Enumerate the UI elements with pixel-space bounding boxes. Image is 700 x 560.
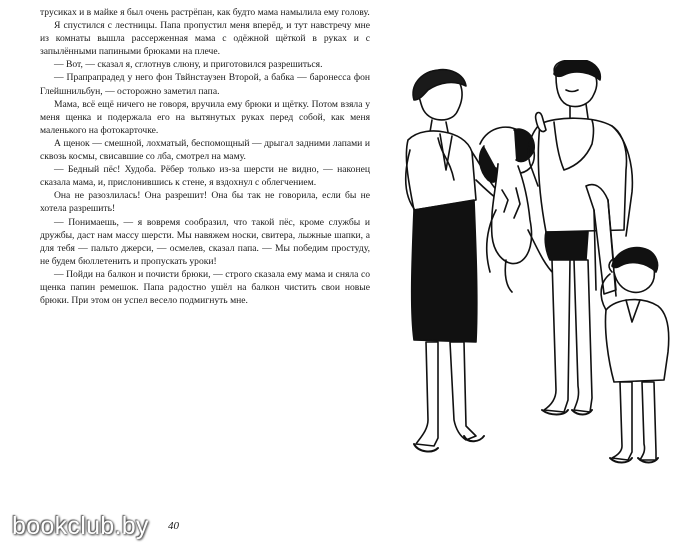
paragraph: — Вот, — сказал я, сглотнув слюну, и приготовился разрешиться. xyxy=(54,59,323,71)
woman-figure xyxy=(406,70,512,452)
page-number: 40 xyxy=(168,520,179,532)
paragraph: Мама, всё ещё ничего не говоря, вручила ему брюки и щётку. Потом взяла у меня щенка и подержала его на вытянутых руках перед собой, как меня маленького на фотокарточке. xyxy=(40,98,370,136)
paragraph: Она не разозлилась! Она разрешит! Она бы так не говорила, если бы не хотела разрешить! xyxy=(40,190,370,215)
text-column xyxy=(40,6,370,307)
illustration xyxy=(380,60,680,500)
paragraph: — Прапрапрадед у него фон Твйнстаузен Второй, а бабка — баронесса фон Глейшнильбун, — осторожно заметил папа. xyxy=(40,72,370,97)
paragraph: Я спустился с лестницы. Папа пропустил меня вперёд, и тут навстречу мне из комнаты вышла рассерженная мама с одёжной щёткой в руках и с запылёнными папиными брюками на плече. xyxy=(40,20,370,58)
paragraph: — Бедный пёс! Худоба. Рёбер только из-за шерсти не видно, — наконец сказала мама, и, прислонившись к стене, я вздохнул с облегчением. xyxy=(40,164,370,189)
paragraph: — Понимаешь, — я вовремя сообразил, что такой пёс, кроме службы и дружбы, даст нам массу шерсти. Мы навяжем носки, свитера, лыжные шапки, а для тебя — пальто джерси, — осмелев, сказал папа. — Мы победим простуду, не будем бюллетенить и пропускать уроки! xyxy=(40,216,370,267)
watermark-logo: bookclub.by xyxy=(12,512,149,540)
paragraph: А щенок — смешной, лохматый, беспомощный — дрыгал задними лапами и сквозь космы, свисавшие со лба, смотрел на маму. xyxy=(40,137,370,163)
paragraph: — Пойди на балкон и почисти брюки, — строго сказала ему мама и сняла со щенка папин ремешок. Папа радостно ушёл на балкон чистить свои новые брюки. При этом он успел весело подмигнуть мне. xyxy=(40,268,370,307)
paragraph: трусиках и в майке я был очень растрёпан, как будто мама намылила ему голову. xyxy=(40,7,370,18)
